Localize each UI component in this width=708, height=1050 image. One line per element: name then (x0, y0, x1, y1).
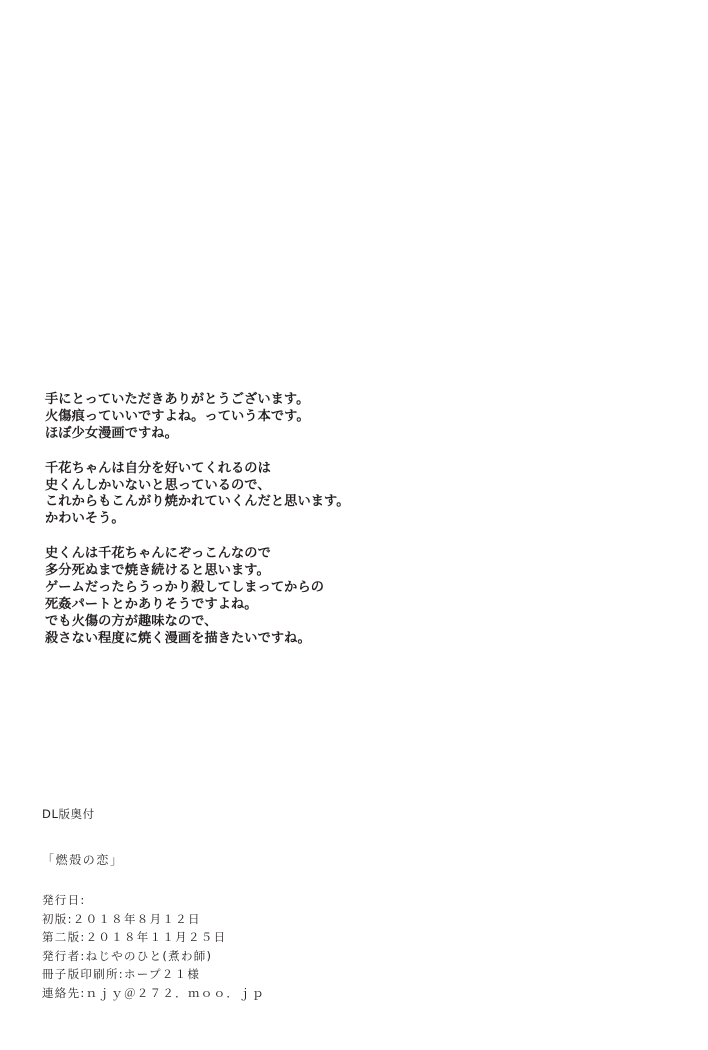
afterword-paragraph (45, 461, 625, 529)
colophon-label: DL版奥付 (42, 807, 95, 821)
afterword-paragraph (45, 392, 625, 443)
colophon-item-second-edition: 第二版:２０１８年１１月２５日 (42, 930, 227, 945)
colophon-section (42, 806, 642, 1003)
afterword-line: 殺さない程度に焼く漫画を描きたいですね。 (45, 630, 311, 646)
afterword-section (45, 392, 625, 648)
afterword-line: でも火傷の方が趣味なので、 (45, 613, 218, 629)
afterword-line: 火傷痕っていいですよね。っていう本です。 (45, 408, 310, 424)
afterword-line: 史くんは千花ちゃんにぞっこんなので (45, 546, 271, 562)
afterword-line: 史くんしかいないと思っているので、 (45, 477, 271, 493)
colophon-item-printer: 冊子版印刷所:ホープ２１様 (42, 967, 201, 982)
afterword-line: 手にとっていただきありがとうございます。 (45, 392, 310, 407)
afterword-line: ほぼ少女漫画ですね。 (45, 425, 178, 441)
colophon-item-publisher: 発行者:ねじやのひと(煮わ師) (42, 948, 213, 963)
afterword-paragraph (45, 546, 625, 647)
afterword-line: ゲームだったらうっかり殺してしまってからの (45, 580, 325, 596)
colophon-item-publication-date: 発行日: (42, 892, 86, 907)
colophon-item-first-edition: 初版:２０１８年８月１２日 (42, 911, 201, 926)
afterword-line: 死姦パートとかありそうですよね。 (45, 596, 258, 612)
colophon-details (42, 891, 642, 1003)
colophon-item-contact: 連絡先:ｎｊｙ＠２７２．ｍｏｏ．ｊｐ (42, 986, 265, 1001)
afterword-line: 千花ちゃんは自分を好いてくれるのは (45, 460, 271, 476)
afterword-line: これからもこんがり焼かれていくんだと思います。 (45, 494, 350, 510)
afterword-line: 多分死ぬまで焼き続けると思います。 (45, 563, 270, 579)
afterword-line: かわいそう。 (45, 511, 125, 527)
colophon-work-title: 「燃殻の恋」 (42, 853, 124, 868)
